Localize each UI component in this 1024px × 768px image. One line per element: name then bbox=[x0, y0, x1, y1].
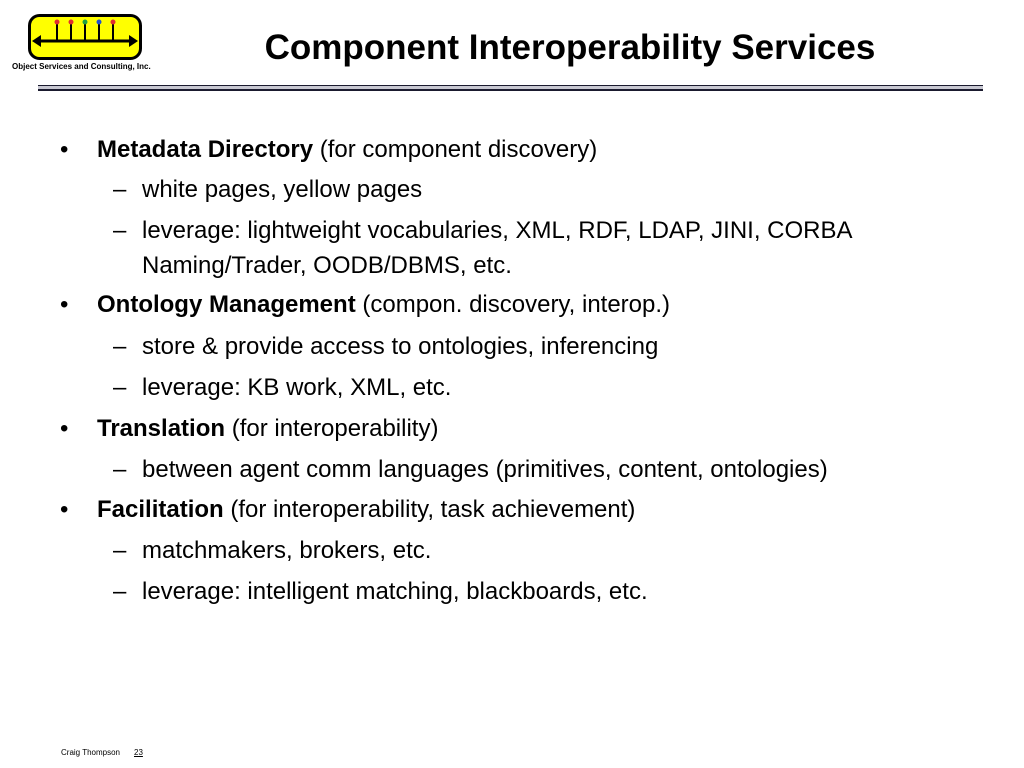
dash-mark: – bbox=[113, 456, 127, 483]
bullet-mark: • bbox=[60, 496, 69, 523]
sub-item-text: leverage: lightweight vocabularies, XML, RDF, LDAP, JINI, CORBA Naming/Trader, OODB/DBMS, etc. bbox=[142, 217, 852, 279]
bullet-detail: (for component discovery) bbox=[313, 136, 598, 163]
sub-item-text: between agent comm languages (primitives, content, ontologies) bbox=[142, 456, 828, 483]
slide-title: Component Interoperability Services bbox=[264, 28, 876, 67]
title-divider bbox=[38, 85, 983, 91]
bullet-detail: (for interoperability, task achievement) bbox=[223, 496, 636, 523]
dash-mark: – bbox=[113, 374, 127, 401]
bullet-mark: • bbox=[60, 415, 69, 442]
bullet-heading: Facilitation bbox=[97, 496, 224, 523]
sub-item-text: matchmakers, brokers, etc. bbox=[142, 537, 432, 564]
bullet-mark: • bbox=[60, 136, 69, 163]
bullet-detail: (for interoperability) bbox=[225, 415, 439, 442]
bullet-heading: Translation bbox=[97, 415, 226, 442]
dash-mark: – bbox=[113, 537, 127, 564]
bullet-mark: • bbox=[60, 291, 69, 318]
company-name: Object Services and Consulting, Inc. bbox=[12, 62, 151, 71]
dash-mark: – bbox=[113, 176, 127, 203]
footer-author: Craig Thompson bbox=[61, 748, 120, 757]
bullet-detail: (compon. discovery, interop.) bbox=[355, 291, 671, 318]
dash-mark: – bbox=[113, 217, 127, 244]
object-services-logo-icon bbox=[28, 14, 142, 60]
dash-mark: – bbox=[113, 333, 127, 360]
dash-mark: – bbox=[113, 578, 127, 605]
bullet-heading: Ontology Management bbox=[97, 291, 356, 318]
footer-page-number: 23 bbox=[134, 748, 143, 757]
bullet-heading: Metadata Directory bbox=[97, 136, 314, 163]
sub-item-text: store & provide access to ontologies, inferencing bbox=[142, 333, 659, 360]
sub-item-text: leverage: intelligent matching, blackboards, etc. bbox=[142, 578, 648, 605]
sub-item-text: leverage: KB work, XML, etc. bbox=[142, 374, 452, 401]
sub-item-text: white pages, yellow pages bbox=[142, 176, 423, 203]
